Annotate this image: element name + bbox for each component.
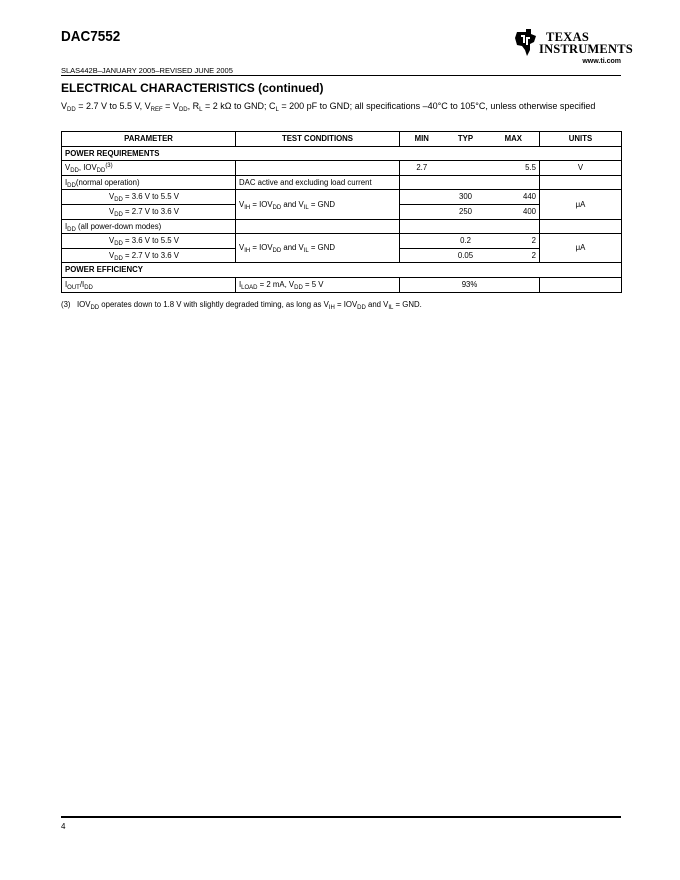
typ-cell: 0.2 [444, 234, 488, 249]
header-test-conditions: TEST CONDITIONS [236, 132, 400, 147]
unit-cell: μA [540, 190, 622, 219]
cond-cell: $V_{IH} = IOV_{DD}$ and $V_{IL}$ = GND [236, 234, 400, 263]
ti-logo [512, 26, 633, 70]
param-iout-idd: $I_{OUT}/I_{DD}$ [62, 277, 236, 292]
unit-cell [540, 277, 622, 292]
table-header-row [62, 132, 622, 147]
header-rule [61, 75, 621, 76]
param-sub: $V_{DD} = 2.7$ V to 3.6 V [62, 248, 236, 263]
header-typ: TYP [444, 132, 488, 147]
typ-cell: 0.05 [444, 248, 488, 263]
logo-text-texas: TEXAS [546, 30, 590, 44]
max-cell: 2 [488, 234, 540, 249]
min-cell: 2.7 [400, 161, 444, 176]
section-row-power-efficiency: POWER EFFICIENCY [62, 263, 622, 278]
unit-cell [540, 219, 622, 234]
param-idd-normal: $I_{DD}(normal$ operation) [62, 175, 236, 190]
table-row [62, 190, 622, 205]
document-revision: SLAS442B–JANUARY 2005–REVISED JUNE 2005 [61, 66, 233, 75]
typ-cell: 93% [400, 277, 540, 292]
typ-cell [444, 161, 488, 176]
header-parameter: PARAMETER [62, 132, 236, 147]
unit-cell: V [540, 161, 622, 176]
unit-cell [540, 175, 622, 190]
typ-cell: 250 [444, 204, 488, 219]
ti-logo-icon [514, 28, 540, 58]
min-cell [400, 204, 444, 219]
cond-cell: $V_{IH} = IOV_{DD}$ and $V_{IL}$ = GND [236, 190, 400, 219]
min-cell [400, 190, 444, 205]
max-cell: 5.5 [488, 161, 540, 176]
max-cell: 400 [488, 204, 540, 219]
table-row [62, 219, 622, 234]
website-link[interactable]: www.ti.com [582, 58, 621, 65]
logo-text-instruments: INSTRUMENTS [539, 42, 633, 56]
cond-cell [236, 161, 400, 176]
section-row-power-requirements: POWER REQUIREMENTS [62, 146, 622, 161]
section-title: ELECTRICAL CHARACTERISTICS (continued) [61, 81, 324, 95]
table-row [62, 175, 622, 190]
max-cell: 440 [488, 190, 540, 205]
param-sub: $V_{DD} = 2.7$ V to 3.6 V [62, 204, 236, 219]
param-sub: $V_{DD} = 3.6$ V to 5.5 V [62, 234, 236, 249]
part-number: DAC7552 [61, 28, 121, 45]
header-min: MIN [400, 132, 444, 147]
cond-cell: DAC active and excluding load current [236, 175, 400, 190]
min-cell [400, 234, 444, 249]
table-row [62, 234, 622, 249]
footer-rule [61, 816, 621, 818]
header-max: MAX [488, 132, 540, 147]
header-units: UNITS [540, 132, 622, 147]
test-conditions-text: $V_{DD} = 2.7$ V to 5.5 V, $V_{REF} = V_{DD}$, $R_L = 2$ kΩ to GND; $C_L = 200$ pF to GND; all specifications –40°C to 105°C, unless otherwise specified [61, 101, 596, 113]
table-row [62, 161, 622, 176]
param-vdd: $V_{DD}$, $IOV_{DD}^{(3)}$ [62, 161, 236, 176]
cond-cell: $I_{LOAD} = 2$ mA, $V_{DD} = 5$ V [236, 277, 400, 292]
param-idd-powerdown: $I_{DD}$ (all power-down modes) [62, 219, 236, 234]
value-cell [400, 219, 540, 234]
typ-cell: 300 [444, 190, 488, 205]
cond-cell [236, 219, 400, 234]
unit-cell: μA [540, 234, 622, 263]
table-row [62, 277, 622, 292]
electrical-characteristics-table [61, 131, 622, 293]
min-cell [400, 248, 444, 263]
param-sub: $V_{DD} = 3.6$ V to 5.5 V [62, 190, 236, 205]
value-cell [400, 175, 540, 190]
max-cell: 2 [488, 248, 540, 263]
page-number: 4 [61, 822, 66, 831]
footnote-3: (3) $IOV_{DD}$ operates down to 1.8 V with slightly degraded timing, as long as $V_{IH} = IOV_{DD}$ and $V_{IL}$ = GND. [61, 300, 422, 311]
